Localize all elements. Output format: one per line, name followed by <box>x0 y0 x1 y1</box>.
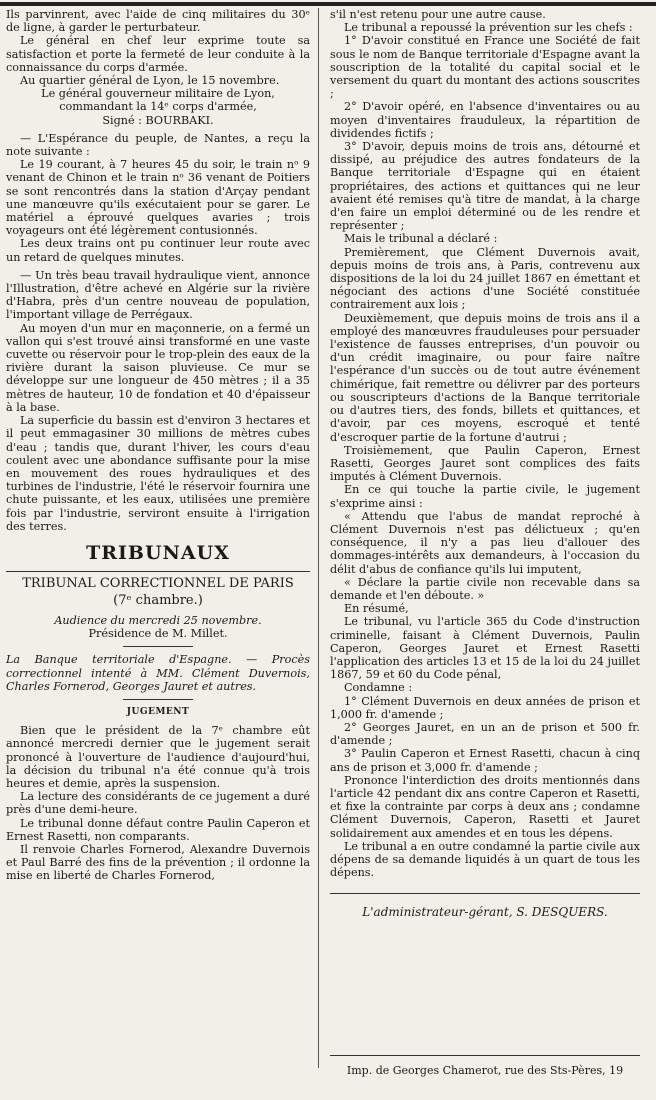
paragraph: Prononce l'interdiction des droits mentionnés dans l'article 42 pendant dix ans contre Caperon et Rasetti, et fixe la contrainte par corps à deux ans ; condamne Clément Duvernois, Caperon, Rasetti et Jauret solidairement aux amendes et en tous les dépens. <box>330 773 640 840</box>
column-divider <box>318 8 319 1068</box>
top-rule <box>0 2 656 6</box>
paragraph: s'il n'est retenu pour une autre cause. <box>330 8 546 21</box>
paragraph: Le général en chef leur exprime toute sa satisfaction et porte la fermeté de leur conduite à la connaissance du corps d'armée. <box>6 34 310 74</box>
paragraph: La lecture des considérants de ce jugement a duré près d'une demi-heure. <box>6 790 310 817</box>
short-rule <box>123 699 193 700</box>
paragraph: 3° Paulin Caperon et Ernest Rasetti, chacun à cinq ans de prison et 3,000 fr. d'amende ; <box>330 747 640 774</box>
signoff: L'administrateur-gérant, S. DESQUERS. <box>362 905 608 920</box>
paragraph: Le tribunal donne défaut contre Paulin Caperon et Ernest Rasetti, non comparants. <box>6 816 310 843</box>
case-title: La Banque territoriale d'Espagne. — Procès correctionnel intenté à MM. Clément Duvernois, Charles Fornerod, Georges Jauret et autres. <box>6 653 310 693</box>
paragraph: Condamne : <box>344 681 413 695</box>
paragraph: 2° D'avoir opéré, en l'absence d'inventaires ou au moyen d'inventaires frauduleux, la répartition de dividendes fictifs ; <box>330 100 640 140</box>
court-name: TRIBUNAL CORRECTIONNEL DE PARIS <box>22 575 294 591</box>
paragraph: Premièrement, que Clément Duvernois avait, depuis moins de trois ans, à Paris, contrevenu aux dispositions de la loi du 24 juillet 1867 en émettant et négociant des actions d'une Société constituée contrairement aux lois ; <box>330 245 640 312</box>
news-item-intro: — L'Espérance du peuple, de Nantes, a reçu la note suivante : <box>6 131 310 159</box>
signature: Signé : BOURBAKI. <box>102 113 214 127</box>
news-item-intro: — Un très beau travail hydraulique vient, annonce l'Illustration, d'être achevé en Algérie sur la rivière d'Habra, près d'un centre nouveau de population, l'important village de Perrégaux. <box>6 268 310 322</box>
presidency: Présidence de M. Millet. <box>88 627 228 641</box>
hearing-date: Audience du mercredi 25 novembre. <box>54 613 262 627</box>
imprint-rule <box>330 1055 640 1056</box>
rule <box>330 893 640 894</box>
section-title: TRIBUNAUX <box>86 541 230 564</box>
paragraph: Le 19 courant, à 7 heures 45 du soir, le train nᵒ 9 venant de Chinon et le train nᵒ 36 venant de Poitiers se sont rencontrés dans la station d'Arçay pendant une manœuvre qu'ils exécutaient pour se garer. Le matériel a éprouvé quelques avaries ; trois voyageurs ont été légèrement contusionnés. <box>6 158 310 238</box>
short-rule <box>123 646 193 647</box>
paragraph: Ils parvinrent, avec l'aide de cinq militaires du 30ᵉ de ligne, à garder le perturbateur. <box>6 8 310 35</box>
paragraph: En ce qui touche la partie civile, le jugement s'exprime ainsi : <box>330 483 640 510</box>
right-column <box>330 8 640 920</box>
paragraph: Il renvoie Charles Fornerod, Alexandre Duvernois et Paul Barré des fins de la prévention ; il ordonne la mise en liberté de Charles Fornerod, <box>6 842 310 883</box>
paragraph: Troisièmement, que Paulin Caperon, Ernest Rasetti, Georges Jauret sont complices des faits imputés à Clément Duvernois. <box>330 443 640 484</box>
chamber: (7ᵉ chambre.) <box>113 592 203 608</box>
paragraph: La superficie du bassin est d'environ 3 hectares et il peut emmagasiner 30 millions de mètres cubes d'eau ; tandis que, durant l'hiver, les cours d'eau coulent avec une abondance suffisante pour la mise en mouvement des roues hydrauliques et des turbines de l'industrie, l'été le réservoir fournira une chute puissante, et les eaux, utilisées une première fois par l'industrie, serviront ensuite à l'irrigation des terres. <box>6 414 310 533</box>
paragraph: Le tribunal a repoussé la prévention sur les chefs : <box>344 21 633 35</box>
signatory-title: Le général gouverneur militaire de Lyon, commandant la 14ᵉ corps d'armée, <box>41 87 275 114</box>
paragraph: « Attendu que l'abus de mandat reproché à Clément Duvernois n'est pas délictueux ; qu'en conséquence, il n'y a pas lieu d'allouer des dommages-intérêts aux demandeurs, à l'occasion du délit d'abus de confiance qu'ils lui imputent, <box>330 509 640 576</box>
paragraph: Bien que le président de la 7ᵉ chambre eût annoncé mercredi dernier que le jugement serait prononcé à l'ouverture de l'audience d'aujourd'hui, la décision du tribunal n'a été connue qu'à trois heures et demie, après la suspension. <box>6 724 310 790</box>
paragraph: Deuxièmement, que depuis moins de trois ans il a employé des manœuvres frauduleuses pour persuader l'existence de fausses entreprises, d'un pouvoir ou d'un crédit imaginaire, ou pour faire naître l'espérance d'un succès ou de tout autre événement chimérique, fait remettre ou délivrer par des porteurs ou souscripteurs d'actions de la Banque territoriale ou d'autres tiers, des fonds, billets et quittances, et d'avoir, par ces moyens, escroqué et tenté d'escroquer partie de la fortune d'autrui ; <box>330 311 640 444</box>
paragraph: Les deux trains ont pu continuer leur route avec un retard de quelques minutes. <box>6 237 310 264</box>
imprint: Imp. de Georges Chamerot, rue des Sts-Pères, 19 <box>346 1064 624 1077</box>
paragraph: 2° Georges Jauret, en un an de prison et 500 fr. d'amende ; <box>330 720 640 748</box>
left-column <box>6 8 310 883</box>
paragraph: Le tribunal, vu l'article 365 du Code d'instruction criminelle, faisant à Clément Duvernois, Paulin Caperon, Georges Jauret et Ernest Rasetti l'application des articles 13 et 15 de la loi du 24 juillet 1867, 59 et 60 du Code pénal, <box>330 615 640 682</box>
rule <box>6 571 310 572</box>
paragraph: En résumé, <box>344 602 409 616</box>
paragraph: Au moyen d'un mur en maçonnerie, on a fermé un vallon qui s'est trouvé ainsi transformé en une vaste cuvette ou réservoir pour le trop-plein des eaux de la rivière durant la saison pluvieuse. Ce mur se développe sur une longueur de 450 mètres ; il a 35 mètres de hauteur, 10 de fondation et 40 d'épaisseur à la base. <box>6 321 310 414</box>
paragraph: 1° D'avoir constitué en France une Société de fait sous le nom de Banque territoriale d'Espagne avant la souscription de la totalité du capital social et le versement du quart du montant des actions souscrites ; <box>330 34 640 101</box>
paragraph: « Déclare la partie civile non recevable dans sa demande et l'en déboute. » <box>330 575 640 602</box>
judgement-label: JUGEMENT <box>126 706 190 717</box>
paragraph: 3° D'avoir, depuis moins de trois ans, détourné et dissipé, au préjudice des autres fondateurs de la Banque territoriale d'Espagne qui en étaient propriétaires, des actions et quittances qui ne leur avaient été remises qu'à titre de mandat, à la charge d'en faire un emploi déterminé ou de les rendre et représenter ; <box>330 140 640 233</box>
dateline: Au quartier général de Lyon, le 15 novembre. <box>20 74 280 88</box>
paragraph: 1° Clément Duvernois en deux années de prison et 1,000 fr. d'amende ; <box>330 694 640 721</box>
paragraph: Le tribunal a en outre condamné la partie civile aux dépens de sa demande liquidés à un quart de tous les dépens. <box>330 839 640 880</box>
paragraph: Mais le tribunal a déclaré : <box>344 232 498 246</box>
